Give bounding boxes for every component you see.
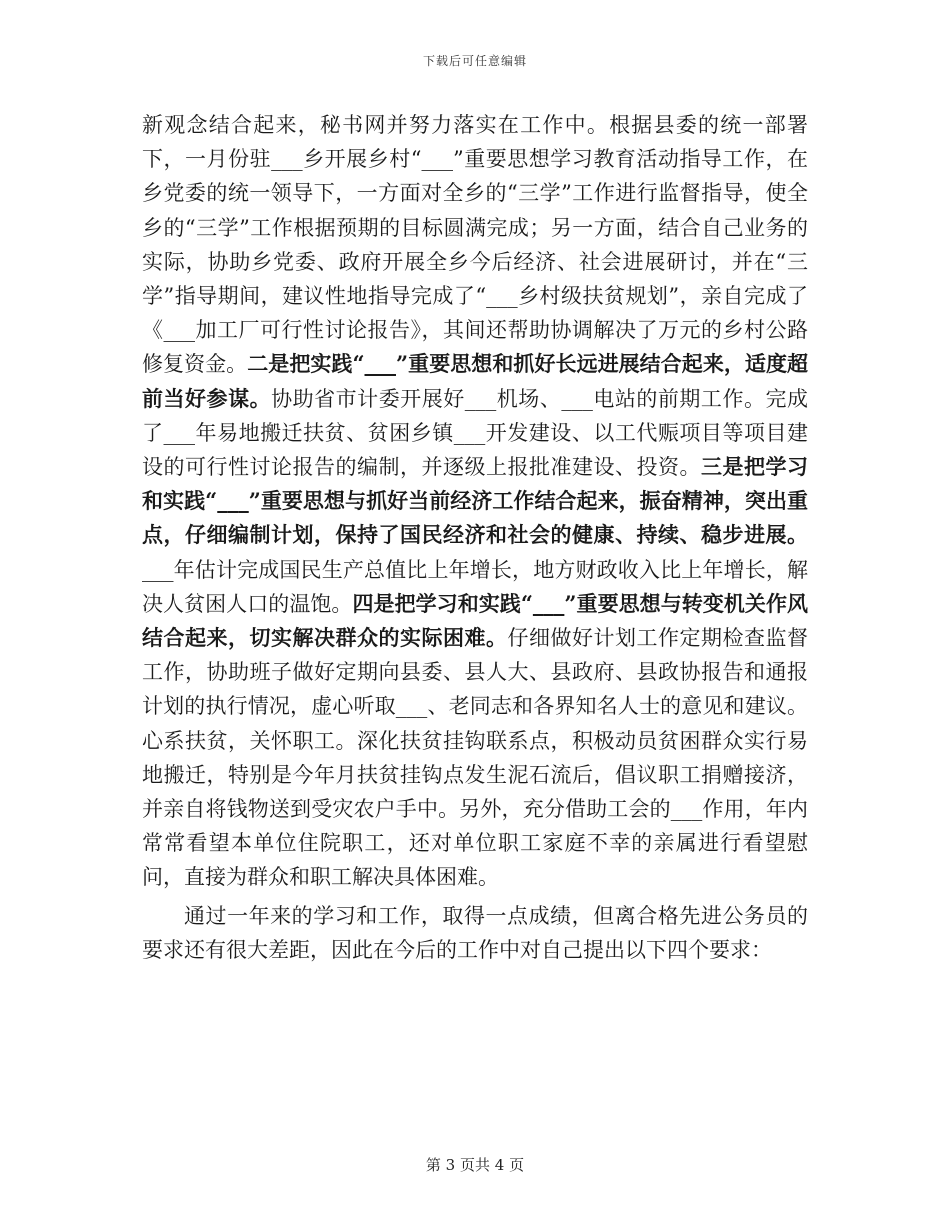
page-header-note: 下载后可任意编辑 [422, 54, 527, 68]
paragraph-text: ___年估计完成国民生产总值比上年增长，地方财政收入比上年增长，解决人贫困人口的温饱。 [142, 557, 808, 616]
bold-heading-point-three: 三是把学习和实践“___”重要思想与抓好当前经济工作结合起来，振奋精神，突出重点，仔细编制计划，保持了国民经济和社会的健康、持续、稳步进展。 [142, 454, 808, 548]
paragraph-text: 协助省市计委开展好___机场、___电站的前期工作。完成了___年易地搬迁扶贫、贫困乡镇___开发建设、以工代赈项目等项目建设的可行性讨论报告的编制，并逐级上报批准建设、投资。 [142, 386, 809, 480]
paragraph-text: 新观念结合起来，秘书网并努力落实在工作中。根据县委的统一部署下，一月份驻___乡开展乡村“___”重要思想学习教育活动指导工作，在乡党委的统一领导下，一方面对全乡的“三学”工作进行监督指导，使全乡的“三学”工作根据预期的目标圆满完成；另一方面，结合自己业务的实际，协助乡党委、政府开展全乡今后经济、社会进展研讨，并在“三学”指导期间，建议性地指导完成了“___乡村级扶贫规划”，亲自完成了《___加工厂可行性讨论报告》，其间还帮助协调解决了万元的乡村公路修复资金。 [142, 113, 808, 377]
paragraph-work-summary [142, 108, 808, 895]
bold-heading-point-two: 二是把实践“___”重要思想和抓好长远进展结合起来，适度超前当好参谋。 [142, 351, 809, 411]
paragraph-text: 仔细做好计划工作定期检查监督工作，协助班子做好定期向县委、县人大、县政府、县政协报告和通报计划的执行情况，虚心听取___、老同志和各界知名人士的意见和建议。心系扶贫，关怀职工。深化扶贫挂钩联系点，积极动员贫困群众实行易地搬迁，特别是今年月扶贫挂钩点发生泥石流后，倡议职工捐赠接济，并亲自将钱物送到受灾农户手中。另外，充分借助工会的___作用，年内常常看望本单位住院职工，还对单位职工家庭不幸的亲属进行看望慰问，直接为群众和职工解决具体困难。 [142, 626, 808, 890]
document-body [142, 108, 808, 967]
bold-heading-point-four: 四是把学习和实践“___”重要思想与转变机关作风结合起来，切实解决群众的实际困难。 [142, 590, 808, 651]
paragraph-conclusion: 通过一年来的学习和工作，取得一点成绩，但离合格先进公务员的要求还有很大差距，因此在今后的工作中对自己提出以下四个要求： [142, 903, 808, 962]
page-number: 第 3 页共 4 页 [425, 1156, 525, 1174]
